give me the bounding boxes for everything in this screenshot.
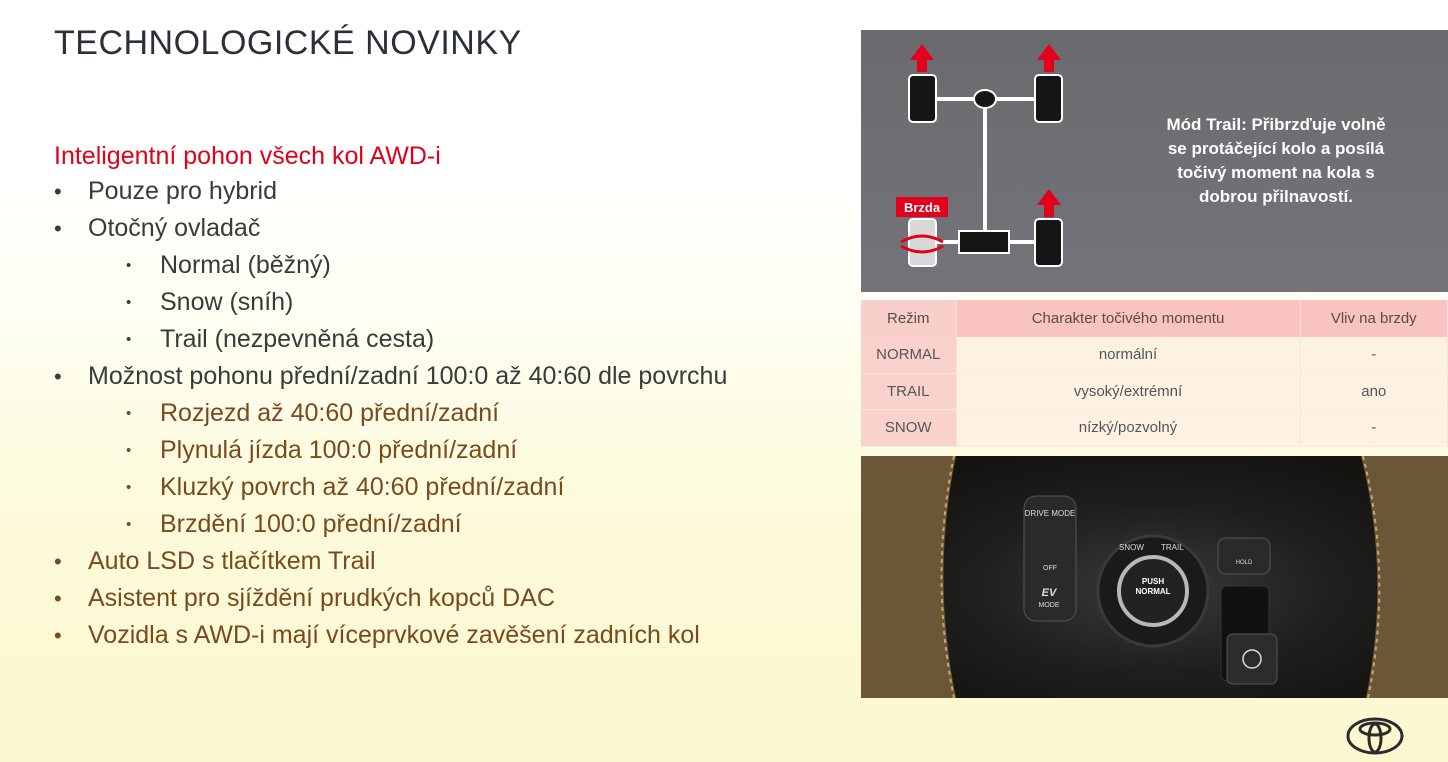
bullet-item: • Vozidla s AWD-i mají víceprvkové zavěšení zadních kol	[54, 620, 774, 651]
sub-bullet-item: • Plynulá jízda 100:0 přední/zadní	[54, 435, 774, 466]
wheel-front-left	[909, 75, 936, 122]
table-header: Režim	[861, 300, 956, 337]
bullet-item: • Auto LSD s tlačítkem Trail	[54, 546, 774, 577]
table-header: Vliv na brzdy	[1300, 300, 1448, 337]
table-row	[861, 373, 1448, 410]
arrow-up-icon	[910, 44, 934, 72]
trail-label: TRAIL	[1161, 543, 1184, 552]
table-cell: nízký/pozvolný	[956, 410, 1300, 447]
table-cell: vysoký/extrémní	[956, 373, 1300, 410]
brake-label: Brzda	[903, 200, 941, 215]
table-row	[861, 337, 1448, 374]
snow-label: SNOW	[1119, 543, 1144, 552]
sub-bullet-item: • Kluzký povrch až 40:60 přední/zadní	[54, 472, 774, 503]
drive-mode-label: DRIVE MODE	[1024, 509, 1076, 518]
console-photo	[861, 456, 1448, 698]
leather-right	[1361, 456, 1448, 698]
table-cell: -	[1300, 410, 1448, 447]
dac-off-label: OFF	[1043, 565, 1057, 572]
wheel-front-right	[1035, 75, 1062, 122]
table-cell: -	[1300, 337, 1448, 374]
table-cell: ano	[1300, 373, 1448, 410]
bullet-list	[54, 176, 774, 657]
hold-label: HOLD	[1235, 560, 1253, 566]
bullet-item: • Asistent pro sjíždění prudkých kopců DAC	[54, 583, 774, 614]
rear-coupling	[959, 231, 1009, 253]
awd-diagram	[861, 30, 1448, 292]
console-illustration	[861, 456, 1448, 698]
bullet-item: • Pouze pro hybrid	[54, 176, 774, 207]
parking-brake-switch	[1227, 634, 1277, 684]
table-cell: NORMAL	[861, 337, 956, 374]
wheel-rear-left-braked	[909, 219, 936, 266]
section-heading: Inteligentní pohon všech kol AWD-i	[54, 142, 441, 170]
table-cell: SNOW	[861, 410, 956, 447]
sub-bullet-item: • Trail (nezpevněná cesta)	[54, 324, 774, 355]
normal-label: NORMAL	[1135, 587, 1171, 596]
arrow-up-icon	[1037, 189, 1061, 217]
front-differential	[974, 90, 996, 108]
table-cell: TRAIL	[861, 373, 956, 410]
page-title: TECHNOLOGICKÉ NOVINKY	[54, 24, 522, 62]
table-cell: normální	[956, 337, 1300, 374]
bullet-item: • Otočný ovladač	[54, 213, 774, 244]
push-label: PUSH	[1141, 577, 1165, 586]
sub-bullet-item: • Snow (sníh)	[54, 287, 774, 318]
wheel-rear-right	[1035, 219, 1062, 266]
ev-mode-label: MODE	[1038, 602, 1060, 609]
arrow-up-icon	[1037, 44, 1061, 72]
bullet-item: • Možnost pohonu přední/zadní 100:0 až 40:60 dle povrchu	[54, 361, 774, 392]
table-row	[861, 410, 1448, 447]
trail-mode-description: Mód Trail: Přibrzďuje volně se protáčející kolo a posílá točivý moment na kola s dobrou přilnavostí.	[1166, 115, 1386, 206]
toyota-logo	[1346, 717, 1404, 755]
ev-label: EV	[1041, 587, 1057, 599]
sub-bullet-item: • Brzdění 100:0 přední/zadní	[54, 509, 774, 540]
mode-table	[861, 300, 1448, 447]
table-header: Charakter točivého momentu	[956, 300, 1300, 337]
auto-hold-button	[1218, 538, 1270, 574]
sub-bullet-item: • Normal (běžný)	[54, 250, 774, 281]
sub-bullet-item: • Rozjezd až 40:60 přední/zadní	[54, 398, 774, 429]
